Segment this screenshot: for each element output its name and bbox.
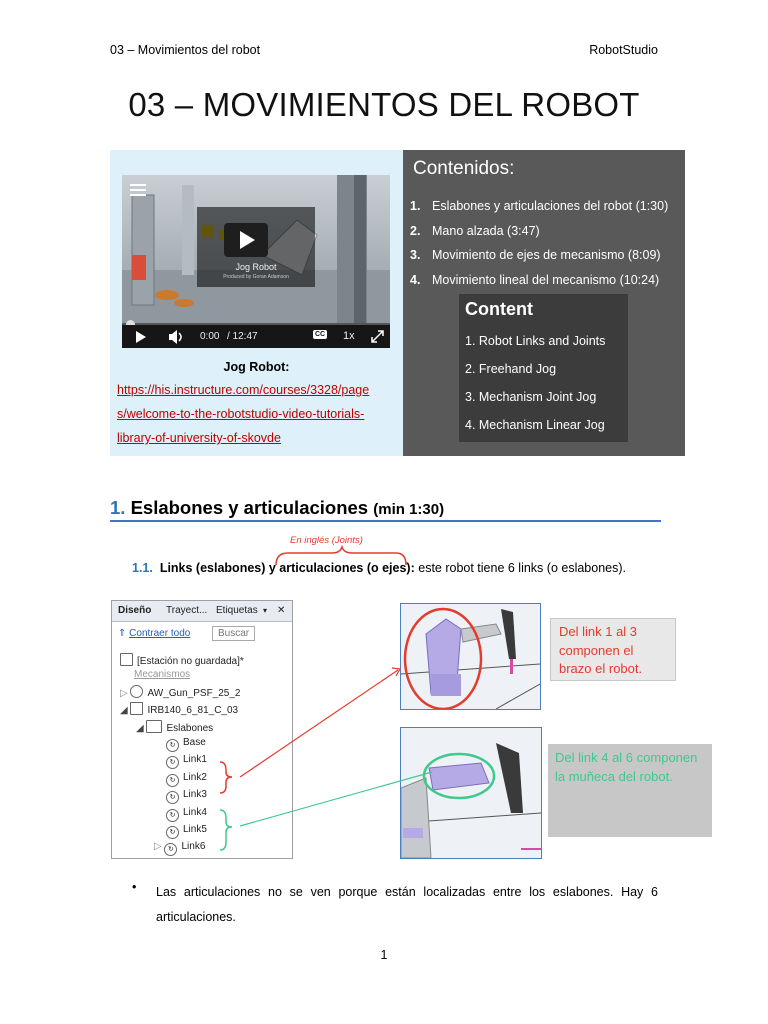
tree-item-link3[interactable]: ↻ Link3 xyxy=(166,789,207,804)
green-brace xyxy=(220,810,232,850)
tree-item-eslabones[interactable]: ◢ Eslabones xyxy=(136,720,213,734)
tree-item-link1[interactable]: ↻ Link1 xyxy=(166,754,207,769)
search-button[interactable]: Buscar xyxy=(212,626,255,641)
tree-item-link4[interactable]: ↻ Link4 xyxy=(166,807,207,822)
tab-etiquetas[interactable]: Etiquetas xyxy=(216,605,258,616)
note-link4-6: Del link 4 al 6 componen la muñeca del robot. xyxy=(548,744,712,837)
link-line-3[interactable]: library-of-university-of-skovde xyxy=(117,431,281,445)
content-heading: Content xyxy=(465,299,533,319)
contenidos-item: 4. Movimiento lineal del mecanismo (10:24) xyxy=(410,272,660,287)
bullet-text: Las articulaciones no se ven porque están localizadas entre los eslabones. Hay 6 articulaciones. xyxy=(156,885,658,924)
red-brace xyxy=(220,762,232,793)
tab-diseno[interactable]: Diseño xyxy=(118,605,152,616)
link-icon: ↻ xyxy=(166,791,179,804)
overlay-subtitle: Produced by Goran Adamson xyxy=(223,274,289,280)
link-line-2[interactable]: s/welcome-to-the-robotstudio-video-tutorials- xyxy=(117,407,365,421)
cc-button[interactable]: CC xyxy=(315,331,326,338)
overlay-title: Jog Robot xyxy=(235,262,277,272)
green-arrow xyxy=(240,772,432,826)
page-number: 1 xyxy=(380,948,388,962)
page-title: 03 – MOVIMIENTOS DEL ROBOT xyxy=(128,86,640,123)
tree-item-base[interactable]: ↻ Base xyxy=(166,737,206,752)
content-item: 1. Robot Links and Joints xyxy=(465,334,606,348)
link-line-1[interactable]: https://his.instructure.com/courses/3328/page xyxy=(117,383,370,397)
tree-item-gun[interactable]: ▷ AW_Gun_PSF_25_2 xyxy=(120,685,241,699)
contenidos-heading: Contenidos: xyxy=(413,158,515,179)
tree-item-link6[interactable]: ▷ ↻ Link6 xyxy=(154,841,205,856)
contenidos-item: 3. Movimiento de ejes de mecanismo (8:09) xyxy=(410,248,661,262)
link-icon: ↻ xyxy=(166,756,179,769)
tree-item-link5[interactable]: ↻ Link5 xyxy=(166,824,207,839)
collapse-icon: ⇑ xyxy=(118,628,127,639)
bullet-dot: • xyxy=(132,880,137,894)
close-icon[interactable]: ✕ xyxy=(277,605,286,616)
tab-trayectorias[interactable]: Trayect... xyxy=(166,605,208,616)
section-heading: 1. Eslabones y articulaciones (min 1:30) xyxy=(110,497,445,518)
red-arrow xyxy=(240,670,398,777)
content-item: 3. Mechanism Joint Jog xyxy=(465,390,597,404)
dropdown-icon[interactable]: ▾ xyxy=(263,606,268,615)
note-link1-3: Del link 1 al 3 componen el brazo el robot. xyxy=(550,618,676,681)
content-item: 4. Mechanism Linear Jog xyxy=(465,418,605,432)
collapse-all-link[interactable]: ⇑ Contraer todo xyxy=(118,628,191,639)
jog-robot-title: Jog Robot: xyxy=(223,360,290,374)
tree-station[interactable]: [Estación no guardada]* xyxy=(120,653,244,667)
contenidos-item: 1. Eslabones y articulaciones del robot (1:30) xyxy=(410,199,669,213)
tree-item-link2[interactable]: ↻ Link2 xyxy=(166,772,207,787)
header-chapter: 03 – Movimientos del robot xyxy=(110,43,261,57)
link-icon: ↻ xyxy=(166,774,179,787)
current-time: 0:00 xyxy=(200,331,220,342)
link-icon: ↻ xyxy=(166,826,179,839)
contenidos-item: 2. Mano alzada (3:47) xyxy=(410,223,540,238)
note-ingles: En inglés (Joints) xyxy=(290,535,363,546)
subsection-1-1: 1.1. Links (eslabones) y articulaciones (o ejes): este robot tiene 6 links (o eslabones). xyxy=(132,561,626,575)
link-icon: ↻ xyxy=(166,739,179,752)
tree-mecanismos: Mecanismos xyxy=(134,669,191,680)
duration: / 12:47 xyxy=(227,331,258,342)
link-icon: ↻ xyxy=(164,843,177,856)
link-icon: ↻ xyxy=(166,809,179,822)
content-item: 2. Freehand Jog xyxy=(465,362,557,376)
header-app: RobotStudio xyxy=(589,43,658,57)
speed-button[interactable]: 1x xyxy=(343,330,355,342)
tree-item-robot[interactable]: ◢ IRB140_6_81_C_03 xyxy=(120,702,238,716)
